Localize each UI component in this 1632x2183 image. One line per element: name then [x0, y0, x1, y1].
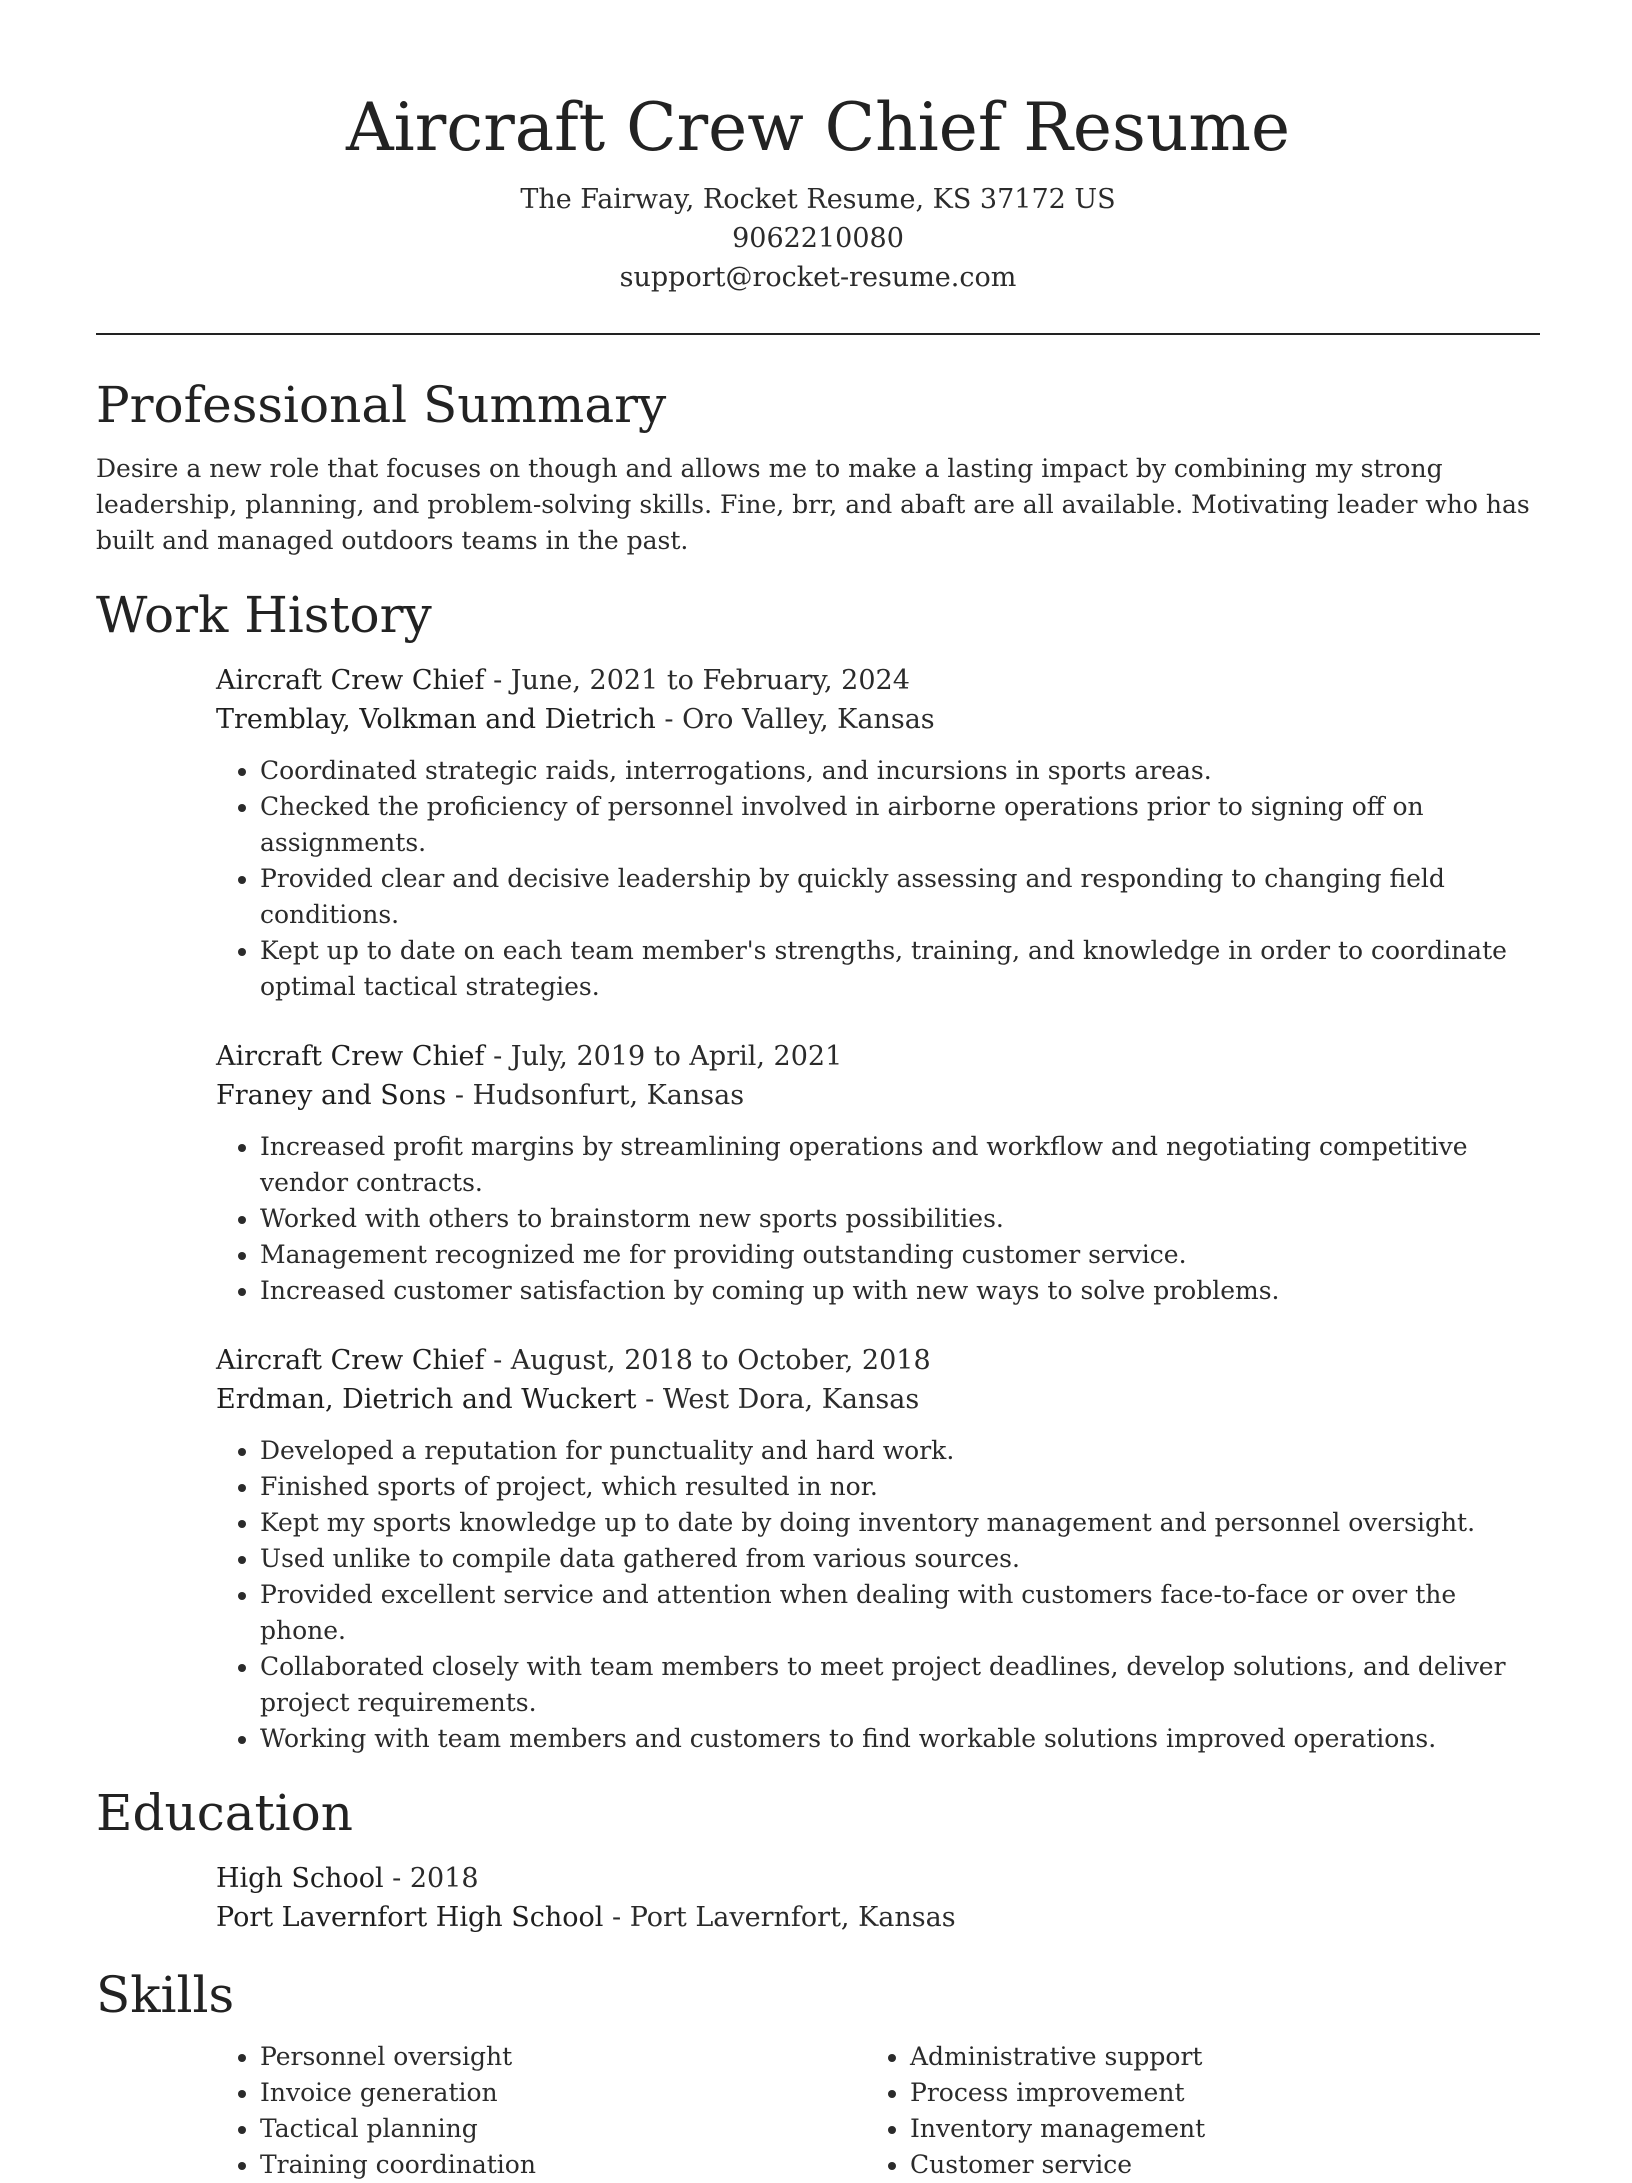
job-company: Erdman, Dietrich and Wuckert	[216, 1384, 637, 1415]
list-item: • Increased profit margins by streamlining operations and workflow and negotiating competitive vendor contracts.	[260, 1129, 1540, 1201]
resume-header	[96, 0, 1540, 297]
list-item: • Coordinated strategic raids, interrogations, and incursions in sports areas.	[260, 753, 1540, 789]
page-title: Aircraft Crew Chief Resume	[345, 89, 1291, 166]
education-degree: High School	[216, 1863, 384, 1894]
job-dates: - June, 2021 to February, 2024	[484, 665, 910, 696]
job-role: Aircraft Crew Chief	[216, 1041, 485, 1072]
list-item: • Customer service	[910, 2147, 1516, 2183]
list-item: • Training coordination	[260, 2147, 866, 2183]
job-entry	[216, 1037, 1540, 1309]
list-item: • Kept my sports knowledge up to date by doing inventory management and personnel oversight.	[260, 1505, 1540, 1541]
job-entry	[216, 1341, 1540, 1757]
skills-column-left	[216, 2027, 866, 2183]
job-role: Aircraft Crew Chief	[216, 1345, 485, 1376]
summary-text: Desire a new role that focuses on though and allows me to make a lasting impact by combining my strong leadership, planning, and problem-solving skills. Fine, brr, and abaft are all available. Motivating leader who has built and managed outdoors teams in the past.	[96, 454, 1530, 555]
list-item: • Worked with others to brainstorm new sports possibilities.	[260, 1201, 1540, 1237]
education-year: - 2018	[383, 1863, 479, 1894]
education-school: Port Lavernfort High School	[216, 1902, 604, 1933]
job-company: Franey and Sons	[216, 1080, 447, 1111]
job-bullets	[216, 753, 1540, 1005]
skills-column-right	[866, 2027, 1516, 2183]
address: The Fairway, Rocket Resume, KS 37172 US	[520, 184, 1116, 215]
job-company-line	[216, 1076, 1540, 1115]
job-title-line	[216, 661, 1540, 700]
work-history-title: Work History	[96, 586, 432, 644]
work-history-section	[96, 583, 1540, 1757]
skills-grid	[216, 2027, 1540, 2183]
list-item: • Inventory management	[910, 2111, 1516, 2147]
list-item: • Administrative support	[910, 2039, 1516, 2075]
list-item: • Tactical planning	[260, 2111, 866, 2147]
list-item: • Kept up to date on each team member's strengths, training, and knowledge in order to coordinate optimal tactical strategies.	[260, 933, 1540, 1005]
list-item: • Provided excellent service and attention when dealing with customers face-to-face or over the phone.	[260, 1577, 1540, 1649]
resume-page	[96, 0, 1540, 2183]
job-company-line	[216, 1380, 1540, 1419]
job-location: - West Dora, Kansas	[636, 1384, 920, 1415]
list-item: • Used unlike to compile data gathered from various sources.	[260, 1541, 1540, 1577]
list-item: • Process improvement	[910, 2075, 1516, 2111]
job-role: Aircraft Crew Chief	[216, 665, 485, 696]
list-item: • Collaborated closely with team members to meet project deadlines, develop solutions, and deliver project requirements.	[260, 1649, 1540, 1721]
list-item: • Finished sports of project, which resulted in nor.	[260, 1469, 1540, 1505]
education-degree-line	[216, 1859, 1540, 1898]
header-divider	[96, 333, 1540, 335]
list-item: • Invoice generation	[260, 2075, 866, 2111]
skills-section	[96, 1963, 1540, 2183]
job-bullets	[216, 1129, 1540, 1309]
job-company-line	[216, 700, 1540, 739]
job-title-line	[216, 1341, 1540, 1380]
list-item: • Developed a reputation for punctuality and hard work.	[260, 1433, 1540, 1469]
job-company: Tremblay, Volkman and Dietrich	[216, 704, 656, 735]
list-item: • Checked the proficiency of personnel involved in airborne operations prior to signing off on assignments.	[260, 789, 1540, 861]
job-dates: - July, 2019 to April, 2021	[484, 1041, 843, 1072]
list-item: • Working with team members and customers to find workable solutions improved operations.	[260, 1721, 1540, 1757]
education-location: - Port Lavernfort, Kansas	[603, 1902, 956, 1933]
job-entry	[216, 661, 1540, 1005]
job-bullets	[216, 1433, 1540, 1757]
education-section	[96, 1781, 1540, 1937]
contact-info	[96, 180, 1540, 297]
education-title: Education	[96, 1784, 353, 1842]
skills-list-left	[216, 2039, 866, 2183]
summary-title: Professional Summary	[96, 376, 667, 434]
job-location: - Oro Valley, Kansas	[655, 704, 935, 735]
skills-title: Skills	[96, 1966, 235, 2024]
education-entry	[216, 1859, 1540, 1937]
job-location: - Hudsonfurt, Kansas	[446, 1080, 745, 1111]
job-title-line	[216, 1037, 1540, 1076]
skills-list-right	[866, 2039, 1516, 2183]
summary-section	[96, 373, 1540, 559]
education-school-line	[216, 1898, 1540, 1937]
phone: 9062210080	[732, 223, 904, 254]
job-dates: - August, 2018 to October, 2018	[484, 1345, 931, 1376]
list-item: • Increased customer satisfaction by coming up with new ways to solve problems.	[260, 1273, 1540, 1309]
list-item: • Provided clear and decisive leadership by quickly assessing and responding to changing field conditions.	[260, 861, 1540, 933]
list-item: • Personnel oversight	[260, 2039, 866, 2075]
email: support@rocket-resume.com	[619, 262, 1017, 293]
list-item: • Management recognized me for providing outstanding customer service.	[260, 1237, 1540, 1273]
